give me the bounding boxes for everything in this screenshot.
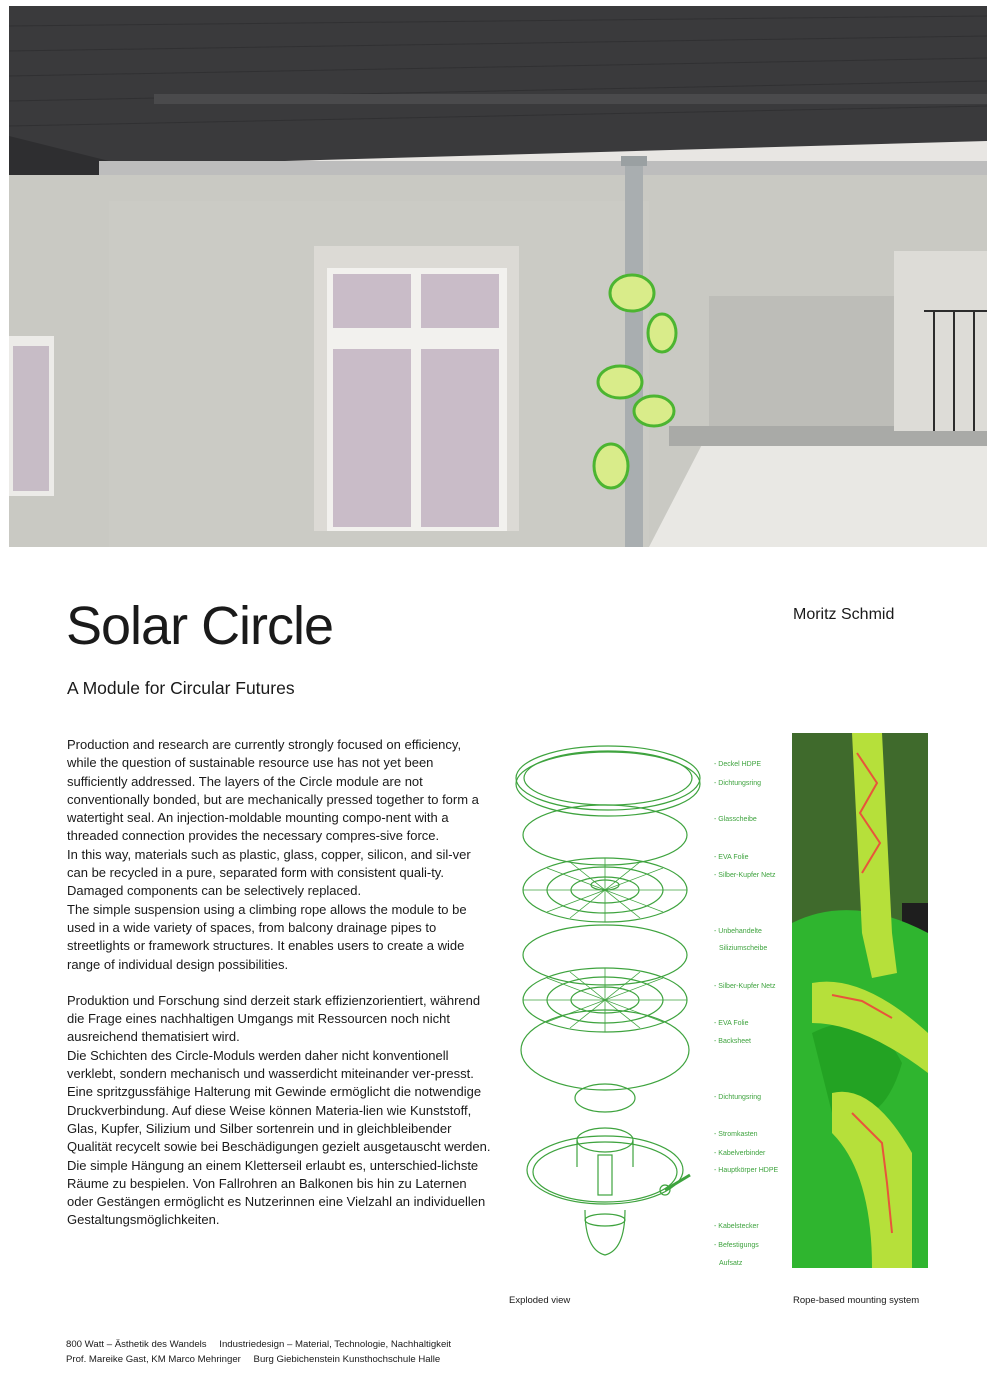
author-name: Moritz Schmid — [793, 606, 895, 623]
diagram-label: - Silber-Kupfer Netz — [714, 872, 776, 879]
diagram-label: - Unbehandelte — [714, 928, 762, 935]
diagram-label: - Kabelverbinder — [714, 1150, 766, 1157]
body-text — [67, 736, 492, 1230]
page-subtitle: A Module for Circular Futures — [67, 678, 295, 698]
footer-course: Industriedesign – Material, Technologie, Nachhaltigkeit — [219, 1339, 452, 1350]
body-paragraph-en: In this way, materials such as plastic, glass, copper, silicon, and sil-ver can be recycled in a pure, separated form with consistent quali-ty. Damaged components can be selectively replaced. — [67, 846, 471, 899]
caption-exploded-view: Exploded view — [509, 1295, 571, 1306]
page-title: Solar Circle — [66, 596, 334, 656]
diagram-label: - Stromkasten — [714, 1131, 758, 1138]
body-paragraph-de: Die Schichten des Circle-Moduls werden daher nicht konventionell verklebt, sondern mechanisch und wasserdicht miteinander ver-presst. Eine spritzgussfähige Halterung mit Gewinde ermöglicht die notwendige Druckverbindung. Auf diese Weise können Materia-lien wie Kunststoff, Glas, Kupfer, Silizium und Silber sortenrein und in gleichbleibender Qualität recycelt sowie bei Beschädigungen gezielt ausgetauscht werden. — [67, 1047, 491, 1155]
diagram-label: - Silber-Kupfer Netz — [714, 983, 776, 990]
diagram-label: - EVA Folie — [714, 1020, 749, 1027]
diagram-label: - Deckel HDPE — [714, 761, 762, 768]
body-paragraph-de: Die simple Hängung an einem Kletterseil erlaubt es, unterschied-lichste Räume zu bespielen. Von Fallrohren an Balkonen bis hin zu Laternen oder Gestängen ermöglicht es Nutzerinnen eine Vielzahl an individuellen Gestaltungsmöglichkeiten. — [67, 1157, 486, 1228]
rope-mounting-photo — [792, 733, 928, 1268]
body-paragraph-en: Production and research are currently strongly focused on efficiency, while the question of sustainable resource use has not yet been sufficiently addressed. The layers of the Circle module are not conventionally bonded, but are mechanically pressed together to form a watertight seal. An injection-moldable mounting compo-nent with a threaded connection provides the necessary compres-sive force. — [67, 737, 479, 844]
footer-supervisors: Prof. Mareike Gast, KM Marco Mehringer — [66, 1354, 241, 1365]
diagram-label: - Befestigungs — [714, 1242, 759, 1249]
footer-institution: Burg Giebichenstein Kunsthochschule Halle — [253, 1354, 441, 1365]
body-paragraph-de: Produktion und Forschung sind derzeit stark effizienzorientiert, während die Frage eines nachhaltigen Umgangs mit Ressourcen noch nicht ausreichend thematisiert wird. — [67, 992, 481, 1045]
diagram-label: - EVA Folie — [714, 854, 749, 861]
diagram-label: - Hauptkörper HDPE — [714, 1167, 779, 1174]
hero-photo — [9, 6, 987, 547]
diagram-label: - Backsheet — [714, 1038, 751, 1045]
diagram-label: Siliziumscheibe — [719, 945, 768, 952]
footer-project: 800 Watt – Ästhetik des Wandels — [66, 1339, 207, 1350]
footer — [66, 1337, 461, 1367]
caption-mounting-system: Rope-based mounting system — [793, 1295, 920, 1306]
body-paragraph-en: The simple suspension using a climbing rope allows the module to be used in a wide variety of spaces, from balcony drainage pipes to streetlights or framework structures. It enables users to create a wide range of individual design possibilities. — [67, 901, 467, 972]
diagram-label: - Dichtungsring — [714, 1094, 762, 1101]
diagram-label: - Glasscheibe — [714, 816, 757, 823]
diagram-label: - Dichtungsring — [714, 780, 762, 787]
diagram-label: Aufsatz — [719, 1260, 743, 1267]
diagram-label: - Kabelstecker — [714, 1223, 759, 1230]
exploded-view-diagram — [505, 720, 790, 1275]
